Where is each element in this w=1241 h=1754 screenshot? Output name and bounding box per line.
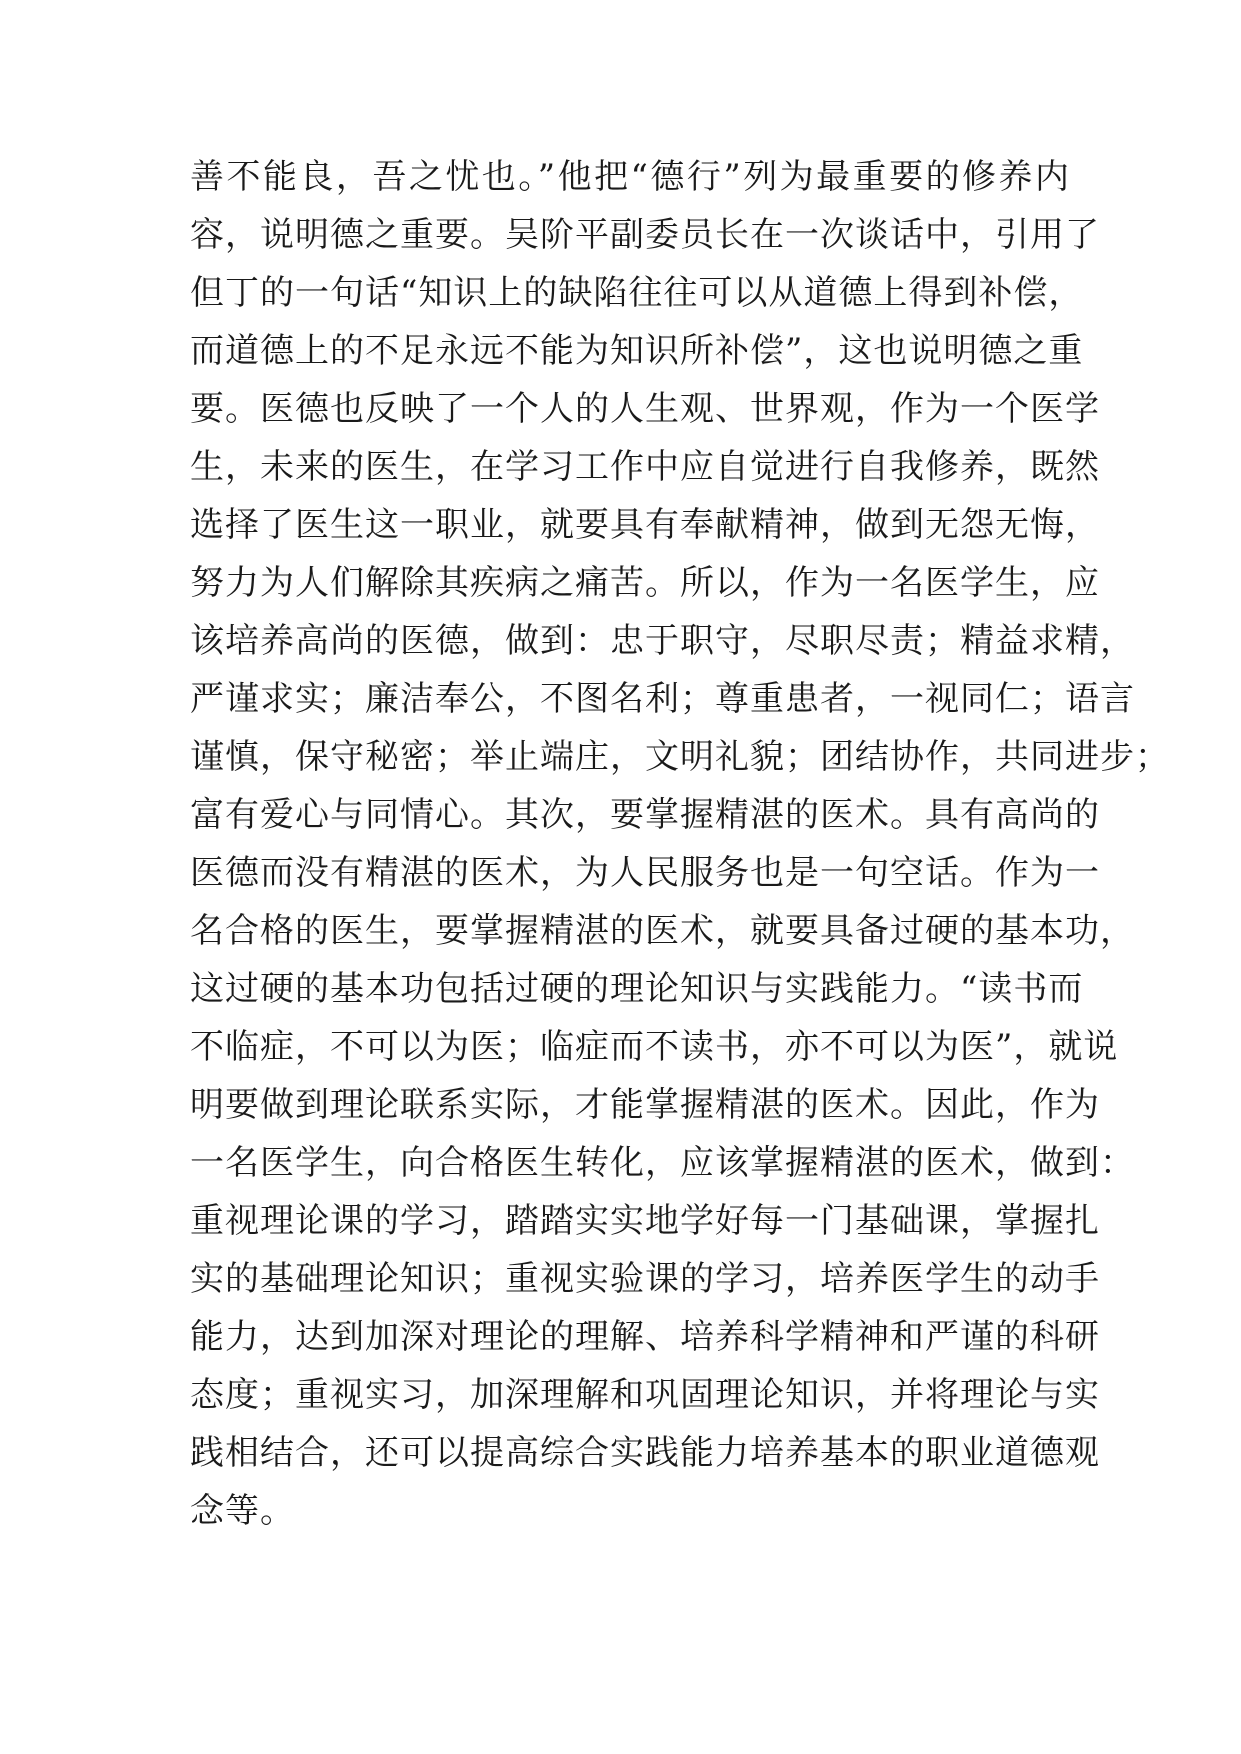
text-line: 明要做到理论联系实际，才能掌握精湛的医术。因此，作为 [190, 1085, 1100, 1125]
text-line: 实的基础理论知识；重视实验课的学习，培养医学生的动手 [190, 1259, 1100, 1299]
text-line: 生，未来的医生，在学习工作中应自觉进行自我修养，既然 [190, 447, 1100, 487]
text-line: 一名医学生，向合格医生转化，应该掌握精湛的医术，做到： [190, 1143, 1135, 1183]
text-line: 这过硬的基本功包括过硬的理论知识与实践能力。“读书而 [190, 969, 1084, 1009]
text-line: 容，说明德之重要。吴阶平副委员长在一次谈话中，引用了 [190, 215, 1100, 255]
text-line: 严谨求实；廉洁奉公，不图名利；尊重患者，一视同仁；语言 [190, 679, 1135, 719]
text-line: 能力，达到加深对理论的理解、培养科学精神和严谨的科研 [190, 1317, 1100, 1357]
text-line: 念等。 [190, 1491, 295, 1531]
text-line: 医德而没有精湛的医术，为人民服务也是一句空话。作为一 [190, 853, 1100, 893]
text-line: 富有爱心与同情心。其次，要掌握精湛的医术。具有高尚的 [190, 795, 1100, 835]
body-text [190, 148, 1170, 1540]
text-line: 谨慎，保守秘密；举止端庄，文明礼貌；团结协作，共同进步； [190, 737, 1170, 777]
text-line: 名合格的医生，要掌握精湛的医术，就要具备过硬的基本功， [190, 911, 1135, 951]
text-line: 而道德上的不足永远不能为知识所补偿”，这也说明德之重 [190, 331, 1084, 371]
text-line: 践相结合，还可以提高综合实践能力培养基本的职业道德观 [190, 1433, 1100, 1473]
text-line: 努力为人们解除其疾病之痛苦。所以，作为一名医学生，应 [190, 563, 1100, 603]
text-line: 选择了医生这一职业，就要具有奉献精神，做到无怨无悔， [190, 505, 1100, 545]
text-line: 但丁的一句话“知识上的缺陷往往可以从道德上得到补偿， [190, 273, 1084, 313]
text-line: 不临症，不可以为医；临症而不读书，亦不可以为医”，就说 [190, 1027, 1119, 1067]
text-line: 善不能良，吾之忧也。”他把“德行”列为最重要的修养内 [190, 157, 1070, 197]
text-line: 重视理论课的学习，踏踏实实地学好每一门基础课，掌握扎 [190, 1201, 1100, 1241]
text-line: 态度；重视实习，加深理解和巩固理论知识，并将理论与实 [190, 1375, 1100, 1415]
text-line: 要。医德也反映了一个人的人生观、世界观，作为一个医学 [190, 389, 1100, 429]
text-line: 该培养高尚的医德，做到：忠于职守，尽职尽责；精益求精， [190, 621, 1135, 661]
